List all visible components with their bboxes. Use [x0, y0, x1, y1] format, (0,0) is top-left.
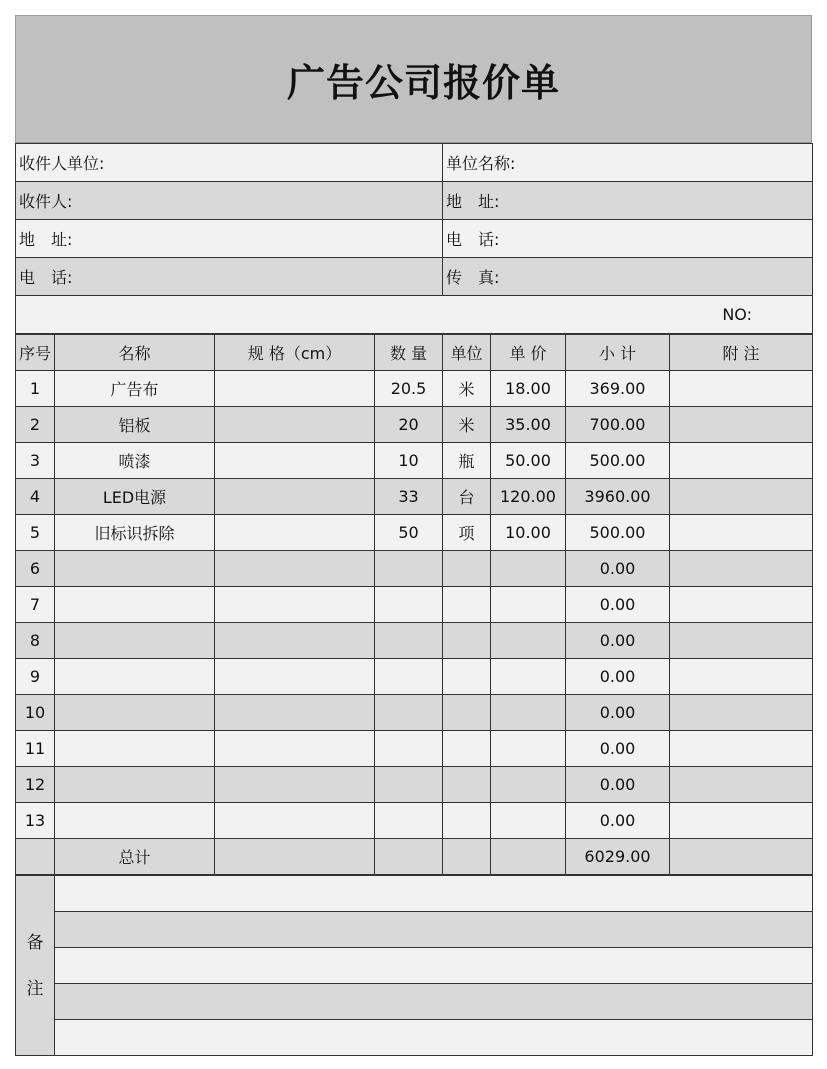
cell-price[interactable]: 50.00: [491, 443, 566, 479]
cell-name[interactable]: [55, 731, 215, 767]
cell-subtotal[interactable]: 0.00: [566, 803, 670, 839]
cell-qty[interactable]: 50: [375, 515, 443, 551]
cell-qty[interactable]: 33: [375, 479, 443, 515]
cell-spec[interactable]: [215, 479, 375, 515]
cell-spec[interactable]: [215, 803, 375, 839]
remarks-line-3[interactable]: [55, 948, 813, 984]
remarks-line-5[interactable]: [55, 1020, 813, 1056]
cell-qty[interactable]: [375, 551, 443, 587]
table-row: [16, 551, 813, 587]
cell-spec[interactable]: [215, 587, 375, 623]
cell-qty[interactable]: [375, 767, 443, 803]
cell-qty[interactable]: 10: [375, 443, 443, 479]
cell-qty[interactable]: [375, 587, 443, 623]
info-row: [16, 144, 813, 182]
column-header: 序号: [16, 335, 55, 371]
cell-unit[interactable]: 台: [443, 479, 491, 515]
table-row: [16, 407, 813, 443]
table-row: [16, 587, 813, 623]
table-row: [16, 515, 813, 551]
cell-qty[interactable]: [375, 623, 443, 659]
cell-no: 12: [16, 767, 55, 803]
total-empty-cell: [491, 839, 566, 875]
cell-name[interactable]: [55, 803, 215, 839]
table-row: [16, 371, 813, 407]
cell-subtotal[interactable]: 0.00: [566, 551, 670, 587]
cell-note[interactable]: [670, 407, 813, 443]
cell-spec[interactable]: [215, 551, 375, 587]
cell-price[interactable]: [491, 731, 566, 767]
info-field-left[interactable]: 收件人:: [16, 182, 443, 220]
remarks-line-1[interactable]: [55, 876, 813, 912]
table-row: [16, 767, 813, 803]
cell-price[interactable]: [491, 695, 566, 731]
cell-unit[interactable]: 项: [443, 515, 491, 551]
cell-spec[interactable]: [215, 623, 375, 659]
table-row: [16, 803, 813, 839]
total-label: 总计: [55, 839, 215, 875]
total-empty-cell: [215, 839, 375, 875]
cell-name[interactable]: [55, 623, 215, 659]
cell-subtotal[interactable]: 0.00: [566, 731, 670, 767]
table-row: [16, 659, 813, 695]
cell-subtotal[interactable]: 0.00: [566, 695, 670, 731]
cell-no: 7: [16, 587, 55, 623]
cell-price[interactable]: [491, 659, 566, 695]
cell-no: 8: [16, 623, 55, 659]
cell-spec[interactable]: [215, 371, 375, 407]
remarks-line-2[interactable]: [55, 912, 813, 948]
cell-qty[interactable]: [375, 803, 443, 839]
info-field-right[interactable]: 地 址:: [443, 182, 813, 220]
cell-no: 3: [16, 443, 55, 479]
cell-price[interactable]: [491, 587, 566, 623]
cell-name[interactable]: 旧标识拆除: [55, 515, 215, 551]
remarks-label-char-1: 备: [26, 932, 44, 953]
info-table: [15, 143, 813, 334]
remarks-line-4[interactable]: [55, 984, 813, 1020]
cell-no: 11: [16, 731, 55, 767]
cell-spec[interactable]: [215, 515, 375, 551]
cell-name[interactable]: [55, 695, 215, 731]
total-row: [16, 839, 813, 875]
cell-no: 2: [16, 407, 55, 443]
table-header-row: [16, 335, 813, 371]
cell-name[interactable]: 广告布: [55, 371, 215, 407]
cell-price[interactable]: 120.00: [491, 479, 566, 515]
cell-note[interactable]: [670, 371, 813, 407]
cell-qty[interactable]: [375, 659, 443, 695]
cell-price[interactable]: [491, 551, 566, 587]
page-title: 广告公司报价单: [286, 60, 560, 105]
cell-spec[interactable]: [215, 659, 375, 695]
cell-subtotal[interactable]: 0.00: [566, 767, 670, 803]
cell-no: 13: [16, 803, 55, 839]
cell-unit[interactable]: [443, 551, 491, 587]
cell-spec[interactable]: [215, 443, 375, 479]
cell-no: 10: [16, 695, 55, 731]
cell-name[interactable]: [55, 659, 215, 695]
remarks-label-char-2: 注: [26, 978, 44, 999]
cell-name[interactable]: [55, 587, 215, 623]
info-field-right[interactable]: 传 真:: [443, 258, 813, 296]
cell-qty[interactable]: 20.5: [375, 371, 443, 407]
cell-note[interactable]: [670, 551, 813, 587]
cell-spec[interactable]: [215, 767, 375, 803]
cell-subtotal[interactable]: 0.00: [566, 659, 670, 695]
cell-subtotal[interactable]: 3960.00: [566, 479, 670, 515]
no-row: [16, 296, 813, 334]
table-row: [16, 695, 813, 731]
no-label: NO:: [16, 296, 813, 334]
cell-subtotal[interactable]: 369.00: [566, 371, 670, 407]
cell-unit[interactable]: 米: [443, 407, 491, 443]
cell-unit[interactable]: 瓶: [443, 443, 491, 479]
total-empty-cell: [16, 839, 55, 875]
cell-name[interactable]: 喷漆: [55, 443, 215, 479]
cell-no: 6: [16, 551, 55, 587]
cell-note[interactable]: [670, 623, 813, 659]
cell-subtotal[interactable]: 0.00: [566, 623, 670, 659]
total-empty-cell: [443, 839, 491, 875]
cell-note[interactable]: [670, 479, 813, 515]
column-header: 规 格（cm）: [215, 335, 375, 371]
cell-unit[interactable]: [443, 695, 491, 731]
column-header: 数 量: [375, 335, 443, 371]
cell-no: 4: [16, 479, 55, 515]
remarks-table: [15, 875, 813, 1056]
cell-note[interactable]: [670, 695, 813, 731]
cell-note[interactable]: [670, 515, 813, 551]
total-empty-cell: [375, 839, 443, 875]
cell-no: 9: [16, 659, 55, 695]
cell-unit[interactable]: [443, 587, 491, 623]
table-row: [16, 443, 813, 479]
info-field-right[interactable]: 电 话:: [443, 220, 813, 258]
cell-name[interactable]: 铝板: [55, 407, 215, 443]
info-field-right[interactable]: 单位名称:: [443, 144, 813, 182]
cell-subtotal[interactable]: 0.00: [566, 587, 670, 623]
column-header: 名称: [55, 335, 215, 371]
cell-spec[interactable]: [215, 695, 375, 731]
cell-price[interactable]: [491, 767, 566, 803]
column-header: 单位: [443, 335, 491, 371]
column-header: 附 注: [670, 335, 813, 371]
remarks-label: [16, 876, 55, 1056]
cell-name[interactable]: LED电源: [55, 479, 215, 515]
cell-subtotal[interactable]: 500.00: [566, 443, 670, 479]
cell-unit[interactable]: [443, 767, 491, 803]
cell-note[interactable]: [670, 731, 813, 767]
cell-spec[interactable]: [215, 731, 375, 767]
cell-unit[interactable]: [443, 623, 491, 659]
cell-qty[interactable]: [375, 695, 443, 731]
cell-name[interactable]: [55, 551, 215, 587]
cell-no: 1: [16, 371, 55, 407]
title-band: [15, 15, 812, 143]
cell-note[interactable]: [670, 659, 813, 695]
info-field-left[interactable]: 电 话:: [16, 258, 443, 296]
cell-price[interactable]: [491, 803, 566, 839]
cell-note[interactable]: [670, 587, 813, 623]
column-header: 小 计: [566, 335, 670, 371]
info-field-left[interactable]: 收件人单位:: [16, 144, 443, 182]
cell-no: 5: [16, 515, 55, 551]
cell-spec[interactable]: [215, 407, 375, 443]
cell-note[interactable]: [670, 767, 813, 803]
cell-name[interactable]: [55, 767, 215, 803]
cell-price[interactable]: 35.00: [491, 407, 566, 443]
cell-qty[interactable]: 20: [375, 407, 443, 443]
cell-subtotal[interactable]: 700.00: [566, 407, 670, 443]
cell-unit[interactable]: [443, 731, 491, 767]
info-row: [16, 258, 813, 296]
items-table: [15, 334, 813, 875]
cell-qty[interactable]: [375, 731, 443, 767]
total-empty-cell: [670, 839, 813, 875]
table-row: [16, 731, 813, 767]
table-row: [16, 623, 813, 659]
column-header: 单 价: [491, 335, 566, 371]
cell-unit[interactable]: [443, 659, 491, 695]
info-field-left[interactable]: 地 址:: [16, 220, 443, 258]
cell-price[interactable]: 10.00: [491, 515, 566, 551]
cell-note[interactable]: [670, 443, 813, 479]
total-value: 6029.00: [566, 839, 670, 875]
table-row: [16, 479, 813, 515]
cell-note[interactable]: [670, 803, 813, 839]
cell-unit[interactable]: 米: [443, 371, 491, 407]
cell-subtotal[interactable]: 500.00: [566, 515, 670, 551]
info-row: [16, 220, 813, 258]
cell-price[interactable]: [491, 623, 566, 659]
cell-price[interactable]: 18.00: [491, 371, 566, 407]
quote-sheet: [15, 15, 812, 1056]
cell-unit[interactable]: [443, 803, 491, 839]
info-row: [16, 182, 813, 220]
